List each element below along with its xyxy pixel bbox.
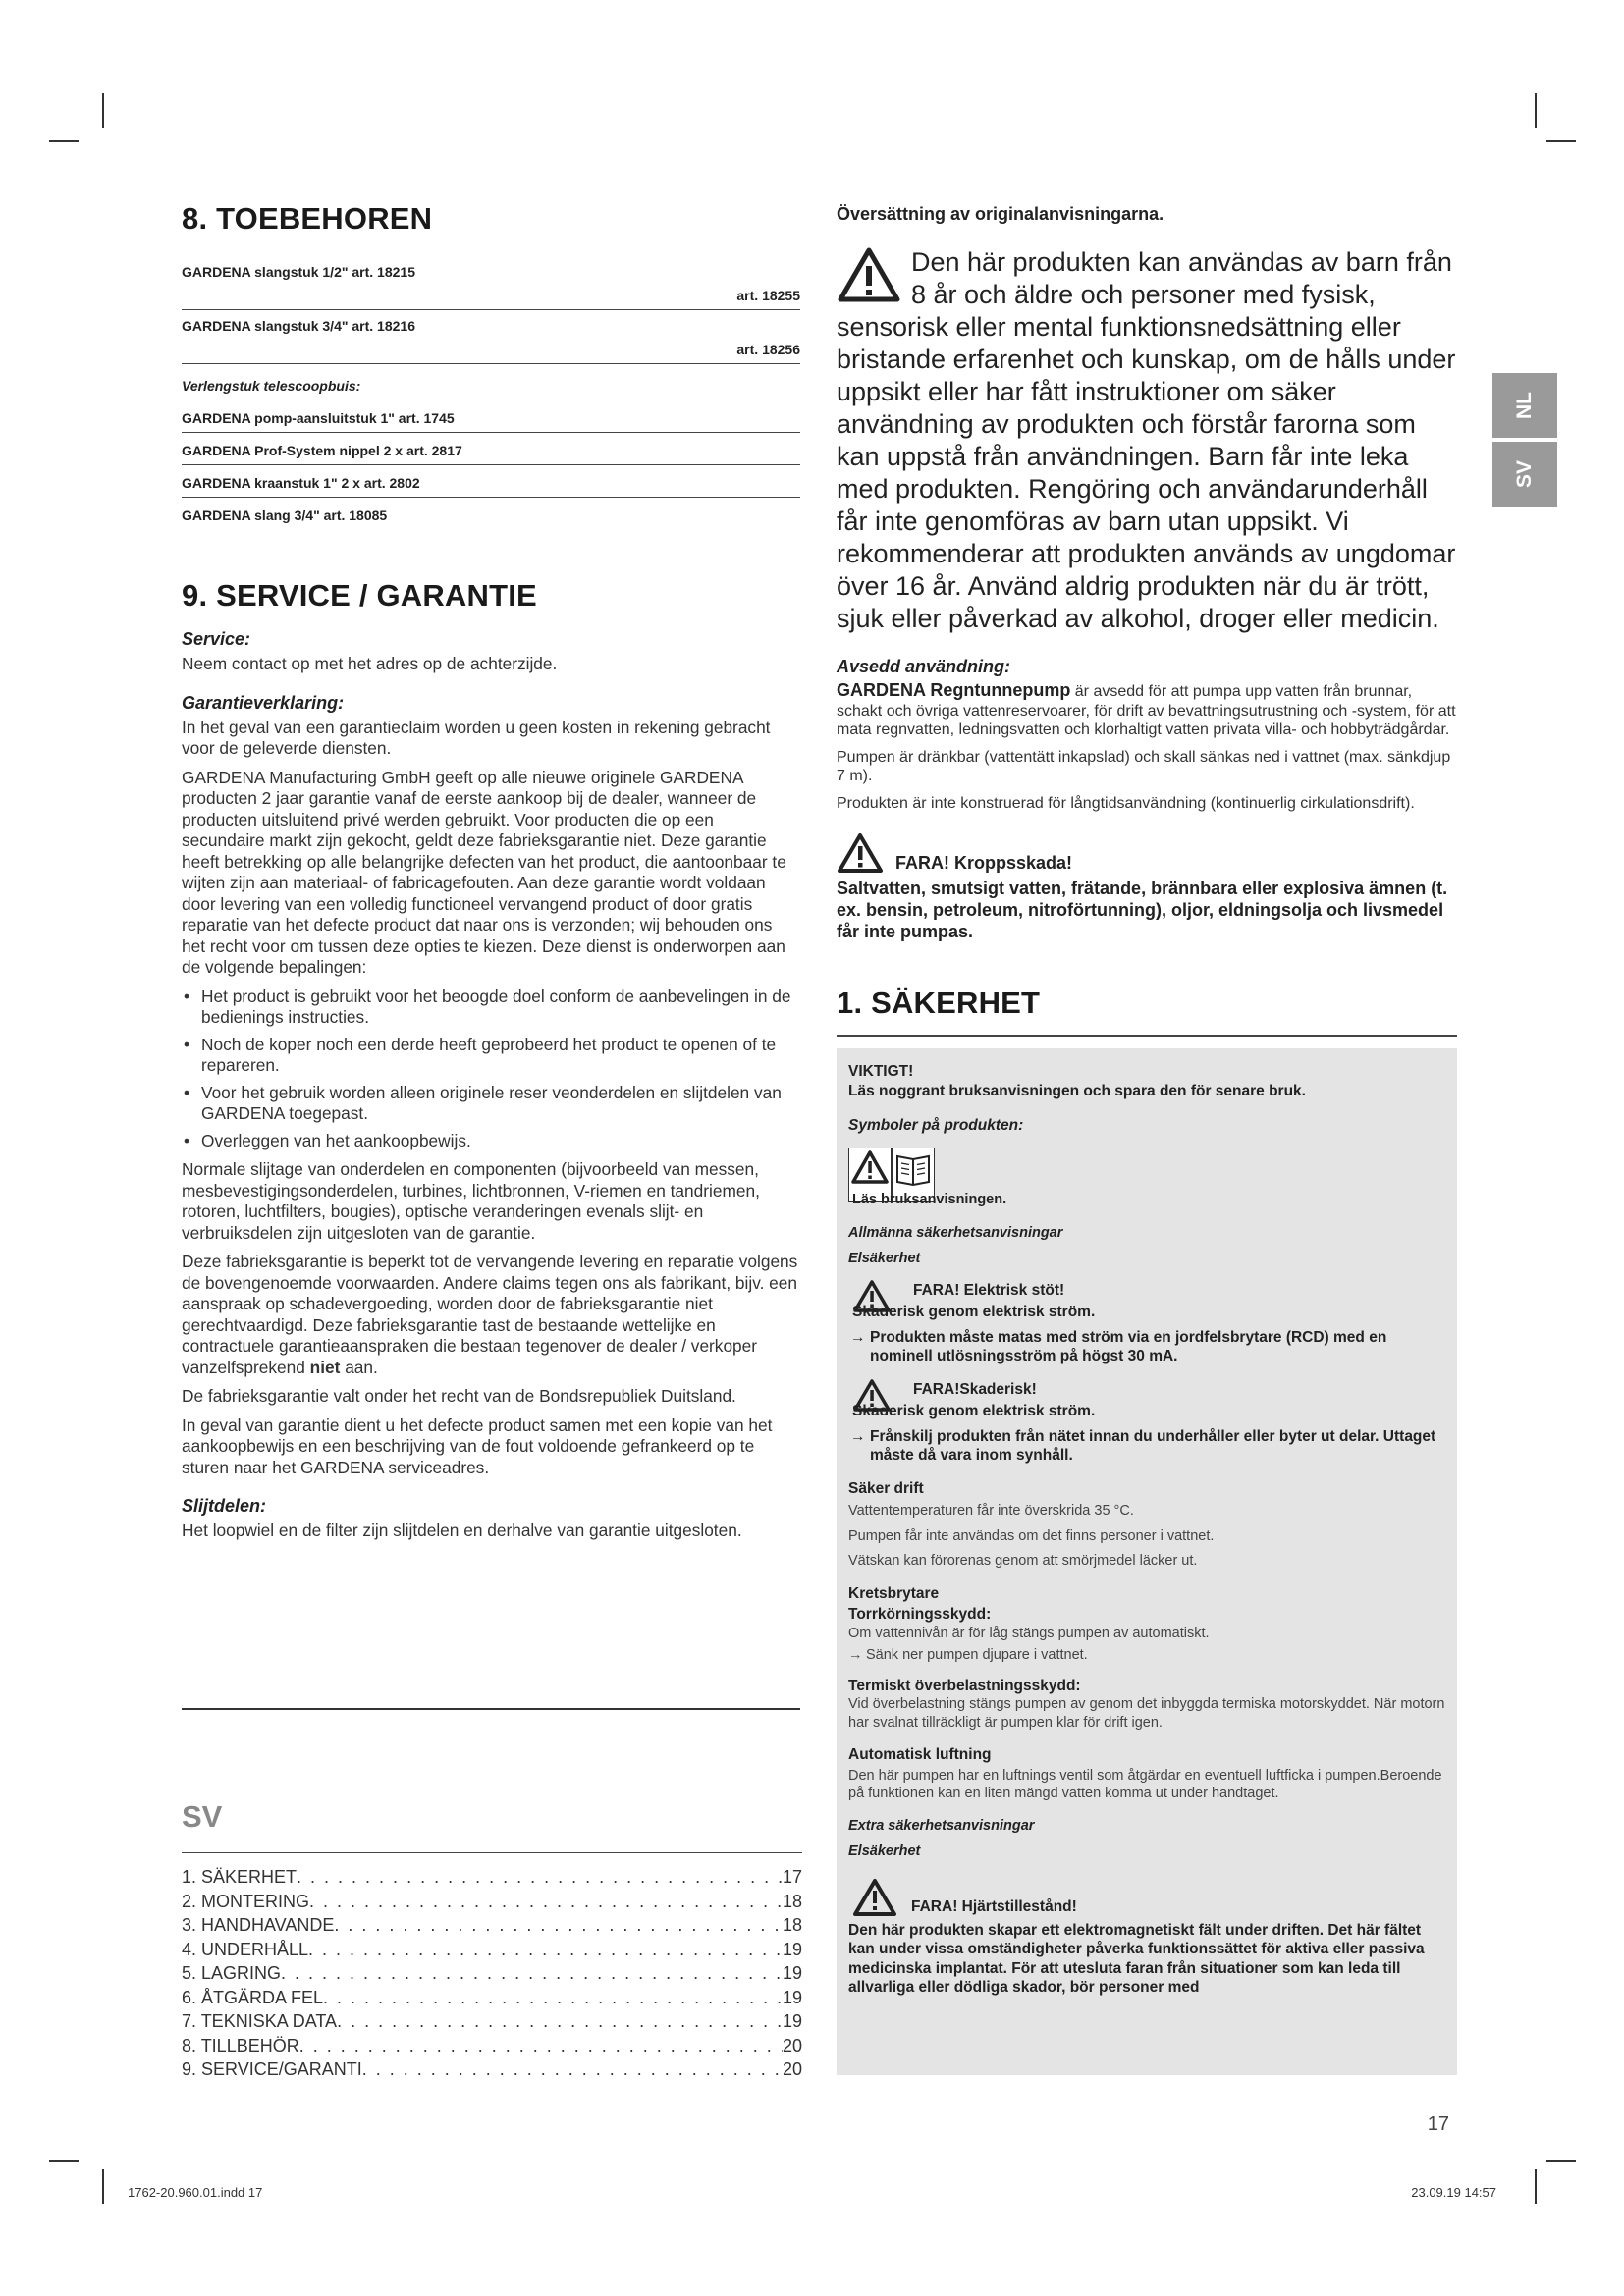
guarantee-paragraph: Normale slijtage van onderdelen en componenten (bijvoorbeeld van messen, mesbevestigingsonderdelen, turbines, lichtbronnen, V-riemen en tandriemen, rotoren, luchtfilters, bougies), optische veranderingen evenals slijt- en verbruiksdelen zijn uitgesloten van de garantie. <box>182 1159 760 1243</box>
danger-heart <box>848 1878 1445 1917</box>
toc-label: 8. TILLBEHÖR <box>182 2035 299 2056</box>
intended-text: Produkten är inte konstruerad för långtidsanvändning (kontinuerlig cirkulationsdrift). <box>837 794 1415 812</box>
electrical-heading: Elsäkerhet <box>848 1843 921 1859</box>
list-item: • Noch de koper noch een derde heeft geprobeerd het product te openen of te repareren. <box>182 1035 800 1077</box>
safe-operation-heading: Säker drift <box>848 1479 924 1497</box>
accessory-row <box>182 310 800 364</box>
product-name: GARDENA Regntunnepump <box>837 680 1071 700</box>
accessories-list <box>182 256 800 529</box>
toc-list <box>182 1852 802 2082</box>
toc-page: 20 <box>782 2035 802 2056</box>
toc-page: 17 <box>782 1867 802 1887</box>
big-warning <box>837 246 1457 635</box>
toc-page: 19 <box>782 1987 802 2007</box>
intended-text <box>837 681 1457 740</box>
danger-text: Saltvatten, smutsigt vatten, frätande, brännbara eller explosiva ämnen (t. ex. bensin, petroleum, nitroförtunning), oljor, eldningsolja och livsmedel får inte pumpas. <box>837 879 1448 941</box>
list-item: • Overleggen van het aankoopbewijs. <box>182 1131 800 1152</box>
toc-label: 9. SERVICE/GARANTI <box>182 2059 362 2079</box>
toc-item[interactable] <box>182 1938 802 1962</box>
instruction-text: Sänk ner pumpen djupare i vattnet. <box>866 1647 1088 1663</box>
danger-title: FARA!Skaderisk! <box>913 1380 1037 1398</box>
dryrun-text: Om vattennivån är för låg stängs pumpen av automatiskt. <box>848 1625 1210 1641</box>
list-item: • Voor het gebruik worden alleen originele reser veonderdelen en slijtdelen van GARDENA toegepast. <box>182 1083 800 1125</box>
important-label: VIKTIGT! <box>848 1063 914 1080</box>
toc-item[interactable] <box>182 1890 802 1914</box>
service-heading: Service: <box>182 629 251 649</box>
danger-header <box>837 832 1457 874</box>
text-span: Deze fabrieksgarantie is beperkt tot de vervangende levering en reparatie volgens de bovengenoemde voorwaarden. Andere claims tegen ons als fabrikant, bijv. een aanspraak op schadevergoeding, worden door de fabrieksgarantie niet gerechtvaardigd. Deze fabrieksgarantie tast de bestaande wettelijke en contractuele garantieaanspraken die bestaan tegenover de dealer / verkoper vanzelfsprekend <box>182 1252 798 1377</box>
crop-mark <box>1535 93 1537 128</box>
instruction-text: Produkten måste matas med ström via en jordfelsbrytare (RCD) med en nominell utlösningsström på högst 30 mA. <box>870 1328 1387 1364</box>
toc-page: 19 <box>782 1939 802 1959</box>
accessory-label: GARDENA Prof-System nippel 2 x art. 2817 <box>182 443 462 458</box>
accessory-label: GARDENA pomp-aansluitstuk 1" art. 1745 <box>182 410 455 426</box>
safe-operation-text: Vattentemperaturen får inte överskrida 35 °C. <box>848 1503 1134 1519</box>
danger-injury <box>848 1378 1445 1421</box>
danger-notice <box>837 832 1457 942</box>
divider <box>182 1708 800 1710</box>
toc-label: 4. UNDERHÅLL <box>182 1939 309 1959</box>
warning-icon <box>837 832 884 874</box>
translation-heading: Översättning av originalanvisningarna. <box>837 204 1164 224</box>
dryrun-heading: Torrkörningsskydd: <box>848 1606 992 1623</box>
thermal-heading: Termiskt överbelastningsskydd: <box>848 1677 1081 1694</box>
emphasis: niet <box>309 1357 341 1377</box>
danger-subtitle: Skaderisk genom elektrisk ström. <box>852 1402 1096 1419</box>
instruction-text: Frånskilj produkten från nätet innan du underhåller eller byter ut delar. Uttaget måste då vara inom synhåll. <box>870 1427 1436 1464</box>
toc-leader <box>281 1961 783 1986</box>
extra-heading: Extra säkerhetsanvisningar <box>848 1817 1035 1834</box>
guarantee-paragraph: In geval van garantie dient u het defecte product samen met een kopie van het aankoopbewijs en een beschrijving van de fout voldoende gefrankeerd op te sturen naar het GARDENA serviceadres. <box>182 1415 773 1477</box>
toc-leader <box>323 1986 783 2010</box>
toc-page: 19 <box>782 2011 802 2031</box>
service-text: Neem contact op met het adres op de achterzijde. <box>182 654 558 673</box>
general-heading: Allmänna säkerhetsanvisningar <box>848 1224 1063 1241</box>
accessory-art: art. 18256 <box>736 342 800 357</box>
danger-title: FARA! Elektrisk stöt! <box>913 1281 1065 1299</box>
wear-text: Het loopwiel en de filter zijn slijtdelen en derhalve van garantie uitgesloten. <box>182 1521 742 1540</box>
big-warning-text: Den här produkten kan användas av barn från 8 år och äldre och personer med fysisk, sensorisk eller mental funktionsnedsättning eller bristande erfarenhet och kunskap, om de hålls under uppsikt eller har fått instruktioner om säker användning av produkten och förstår farorna som kan uppstå från användningen. Barn får inte leka med produkten. Rengöring och användarunderhåll får inte genomföras av barn utan uppsikt. Vi rekommenderar att produkten används av ungdomar över 16 år. Använd aldrig produkten när du är trött, sjuk eller påverkad av alkohol, droger eller medicin. <box>837 247 1456 633</box>
toc-leader <box>362 2057 783 2082</box>
toc-item[interactable] <box>182 1961 802 1986</box>
accessory-label: GARDENA slang 3/4" art. 18085 <box>182 507 388 523</box>
text-span: är avsedd för att pumpa upp vatten från brunnar, schakt och övriga vattenreservoarer, för drift av bevattningsutrustning och -system, för att mata regnvatten, ledningsvatten och klorhaltigt vatten privata villa- och hobbyträdgårdar. <box>837 683 1456 738</box>
crop-mark <box>49 2160 79 2162</box>
accessory-row <box>182 433 800 465</box>
safety-box <box>837 1048 1457 2075</box>
toc-item[interactable] <box>182 1913 802 1938</box>
table-of-contents <box>182 1799 802 2082</box>
toc-item[interactable] <box>182 2034 802 2058</box>
toc-leader <box>308 1938 783 1962</box>
accessory-label: Verlengstuk telescoopbuis: <box>182 378 361 394</box>
divider <box>837 1035 1457 1037</box>
important-text: Läs noggrant bruksanvisningen och spara den för senare bruk. <box>848 1082 1306 1099</box>
toc-item[interactable] <box>182 2057 802 2082</box>
accessory-label: GARDENA kraanstuk 1" 2 x art. 2802 <box>182 475 420 491</box>
arrow-icon: → <box>848 1647 863 1663</box>
crop-mark <box>1546 2160 1576 2162</box>
toc-title: SV <box>182 1799 223 1834</box>
book-icon <box>893 1148 934 1188</box>
guarantee-paragraph: GARDENA Manufacturing GmbH geeft op alle nieuwe originele GARDENA producten 2 jaar garantie vanaf de eerste aankoop bij de dealer, wanneer de producten uitsluitend privé werden gebruikt. Voor producten die op een secundaire markt zijn gekocht, geldt deze fabrieksgarantie niet. Deze garantie heeft betrekking op alle belangrijke defecten van het product, die aantoonbaar te wijten zijn aan materiaal- of fabricagefouten. Aan deze garantie wordt voldaan door levering van een volledig functioneel vervangend product of door gratis reparatie van het defecte product dat naar ons is verzonden; wij behouden ons het recht voor om tussen deze opties te kiezen. Deze dienst is onderworpen aan de volgende bepalingen: <box>182 767 786 977</box>
accessory-row <box>182 465 800 498</box>
toc-label: 3. HANDHAVANDE <box>182 1915 335 1935</box>
accessory-row <box>182 256 800 310</box>
toc-item[interactable] <box>182 2009 802 2034</box>
toc-label: 5. LAGRING <box>182 1963 282 1983</box>
circuit-heading: Kretsbrytare <box>848 1584 940 1602</box>
danger-text: Den här produkten skapar ett elektromagnetiskt fält under driften. Det här fältet kan under vissa omständigheter påverka funktionssättet för aktiva eller passiva medicinska implantat. För att utesluta faran från situationer som kan leda till allvarliga eller dödliga skador, bör personer med <box>848 1921 1425 1996</box>
danger-electric <box>848 1279 1445 1322</box>
left-column <box>182 201 800 1550</box>
file-label: 1762-20.960.01.indd 17 <box>128 2185 263 2200</box>
accessory-row <box>182 498 800 529</box>
tab-label: NL <box>1513 392 1536 419</box>
tab-nl[interactable] <box>1492 373 1557 438</box>
crop-mark <box>102 2169 104 2204</box>
accessory-label: GARDENA slangstuk 1/2" art. 18215 <box>182 264 415 280</box>
guarantee-heading: Garantieverklaring: <box>182 692 345 713</box>
toc-leader <box>309 1890 783 1914</box>
toc-page: 20 <box>782 2059 802 2079</box>
thermal-text: Vid överbelastning stängs pumpen av genom det inbyggda termiska motorskyddet. När motorn har svalnat tillräckligt är pumpen klar för drift igen. <box>848 1696 1445 1731</box>
toc-leader <box>299 2034 783 2058</box>
toc-label: 7. TEKNISKA DATA <box>182 2011 338 2031</box>
venting-heading: Automatisk luftning <box>848 1746 992 1763</box>
instruction <box>848 1427 1445 1466</box>
toc-page: 18 <box>782 1891 802 1911</box>
wear-heading: Slijtdelen: <box>182 1496 267 1516</box>
arrow-icon: → <box>850 1328 866 1346</box>
accessory-art: art. 18255 <box>736 288 800 303</box>
toc-item[interactable] <box>182 1865 802 1890</box>
symbols-heading: Symboler på produkten: <box>848 1117 1024 1134</box>
toc-page: 19 <box>782 1963 802 1983</box>
crop-mark <box>102 93 104 128</box>
read-manual-label: Läs bruksanvisningen. <box>852 1191 1007 1207</box>
safety-title: 1. SÄKERHET <box>837 986 1041 1020</box>
toc-page: 18 <box>782 1915 802 1935</box>
crop-mark <box>49 140 79 142</box>
toc-leader <box>337 2009 783 2034</box>
crop-mark <box>1546 140 1576 142</box>
warning-icon <box>837 246 901 303</box>
guarantee-paragraph: De fabrieksgarantie valt onder het recht van de Bondsrepubliek Duitsland. <box>182 1386 736 1406</box>
electrical-heading: Elsäkerhet <box>848 1251 921 1266</box>
tab-label: SV <box>1513 459 1536 489</box>
danger-subtitle: Skaderisk genom elektrisk ström. <box>852 1303 1096 1320</box>
toc-label: 6. ÅTGÄRDA FEL <box>182 1987 324 2007</box>
instruction <box>848 1646 1445 1665</box>
danger-title: FARA! Kroppsskada! <box>895 853 1073 873</box>
accessory-label: GARDENA slangstuk 3/4" art. 18216 <box>182 318 415 334</box>
safe-operation-text: Pumpen får inte användas om det finns personer i vattnet. <box>848 1527 1215 1544</box>
guarantee-paragraph <box>182 1252 800 1378</box>
toc-leader <box>334 1913 783 1938</box>
symbol-row <box>848 1148 1445 1210</box>
tab-sv[interactable] <box>1492 442 1557 507</box>
intended-heading: Avsedd användning: <box>837 657 1011 676</box>
accessory-row <box>182 400 800 433</box>
date-label: 23.09.19 14:57 <box>1411 2185 1496 2200</box>
venting-text: Den här pumpen har en luftnings ventil som åtgärdar en eventuell luftficka i pumpen.Beroende på funktionen kan en liten mängd vatten komma ut under handtaget. <box>848 1767 1442 1801</box>
toc-item[interactable] <box>182 1986 802 2010</box>
intended-text: Pumpen är dränkbar (vattentätt inkapslad) och skall sänkas ned i vattnet (max. sänkdjup 7 m). <box>837 748 1451 784</box>
safe-operation-text: Vätskan kan förorenas genom att smörjmedel läcker ut. <box>848 1553 1198 1569</box>
crop-mark <box>1535 2169 1537 2204</box>
instruction <box>848 1328 1445 1366</box>
accessories-title: 8. TOEBEHOREN <box>182 201 433 236</box>
text-span: aan. <box>340 1357 378 1377</box>
toc-leader <box>297 1865 783 1890</box>
guarantee-conditions <box>182 987 800 1152</box>
toc-label: 2. MONTERING <box>182 1891 310 1911</box>
danger-title: FARA! Hjärtstillestånd! <box>911 1898 1077 1915</box>
right-column <box>837 204 1457 1037</box>
warning-icon <box>849 1148 891 1188</box>
page-number: 17 <box>1427 2113 1449 2135</box>
list-item: • Het product is gebruikt voor het beoogde doel conform de aanbevelingen in de bedienings instructies. <box>182 987 800 1029</box>
guarantee-paragraph: In het geval van een garantieclaim worden u geen kosten in rekening gebracht voor de geleverde diensten. <box>182 717 771 758</box>
accessory-row <box>182 364 800 400</box>
arrow-icon: → <box>850 1427 866 1445</box>
warning-icon <box>852 1878 897 1917</box>
service-title: 9. SERVICE / GARANTIE <box>182 578 537 613</box>
toc-label: 1. SÄKERHET <box>182 1867 298 1887</box>
